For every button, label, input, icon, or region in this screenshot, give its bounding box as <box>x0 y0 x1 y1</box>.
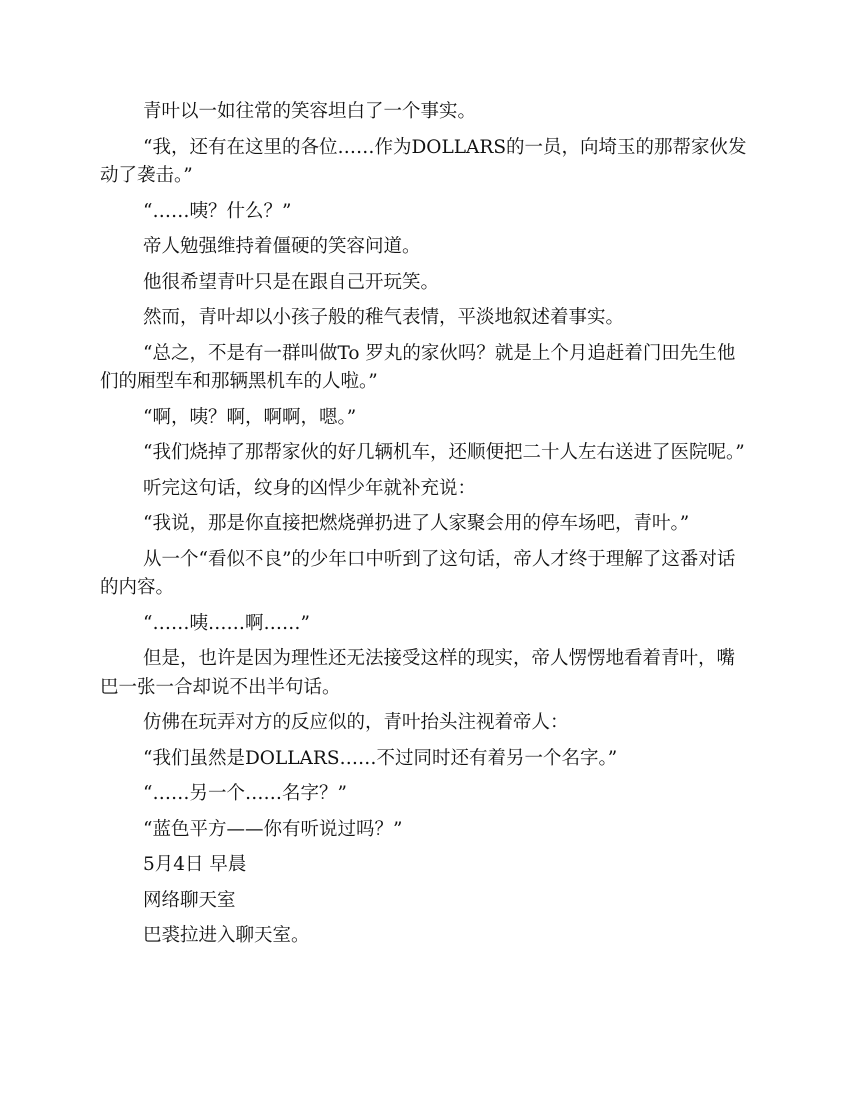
paragraph: “我们烧掉了那帮家伙的好几辆机车，还顺便把二十人左右送进了医院呢。” <box>143 442 745 463</box>
paragraph: 帝人勉强维持着僵硬的笑容问道。 <box>143 236 421 257</box>
paragraph: “蓝色平方——你有听说过吗？” <box>143 818 403 840</box>
paragraph: 青叶以一如往常的笑容坦白了一个事实。 <box>143 101 477 122</box>
paragraph: 巴裘拉进入聊天室。 <box>143 925 310 946</box>
paragraph: “我们虽然是DOLLARS……不过同时还有着另一个名字。” <box>143 747 618 769</box>
paragraph: 仿佛在玩弄对方的反应似的，青叶抬头注视着帝人： <box>143 712 569 733</box>
paragraph: 但是，也许是因为理性还无法接受这样的现实，帝人愣愣地看着青叶，嘴巴一张一合却说不出半句话。 <box>100 648 736 698</box>
document-page <box>100 98 750 958</box>
paragraph: 听完这句话，纹身的凶悍少年就补充说： <box>143 477 477 499</box>
paragraph: “我说，那是你直接把燃烧弹扔进了人家聚会用的停车场吧，青叶。” <box>143 513 690 534</box>
paragraph: “……咦……啊……” <box>143 612 310 634</box>
scene-location: 网络聊天室 <box>143 889 236 911</box>
scene-date: 5月4日 早晨 <box>143 854 247 875</box>
paragraph: 从一个“看似不良”的少年口中听到了这句话，帝人才终于理解了这番对话的内容。 <box>100 548 736 598</box>
paragraph: “……咦？什么？” <box>143 200 292 222</box>
paragraph: “……另一个……名字？” <box>143 783 347 804</box>
paragraph: 然而，青叶却以小孩子般的稚气表情，平淡地叙述着事实。 <box>143 307 625 328</box>
paragraph: “我，还有在这里的各位……作为DOLLARS的一员，向埼玉的那帮家伙发动了袭击。” <box>100 136 747 186</box>
paragraph: “啊，咦？啊，啊啊，嗯。” <box>143 406 357 428</box>
paragraph: “总之，不是有一群叫做To 罗丸的家伙吗？就是上个月追赶着门田先生他们的厢型车和那辆黑机车的人啦。” <box>100 342 736 392</box>
paragraph: 他很希望青叶只是在跟自己开玩笑。 <box>143 271 440 293</box>
